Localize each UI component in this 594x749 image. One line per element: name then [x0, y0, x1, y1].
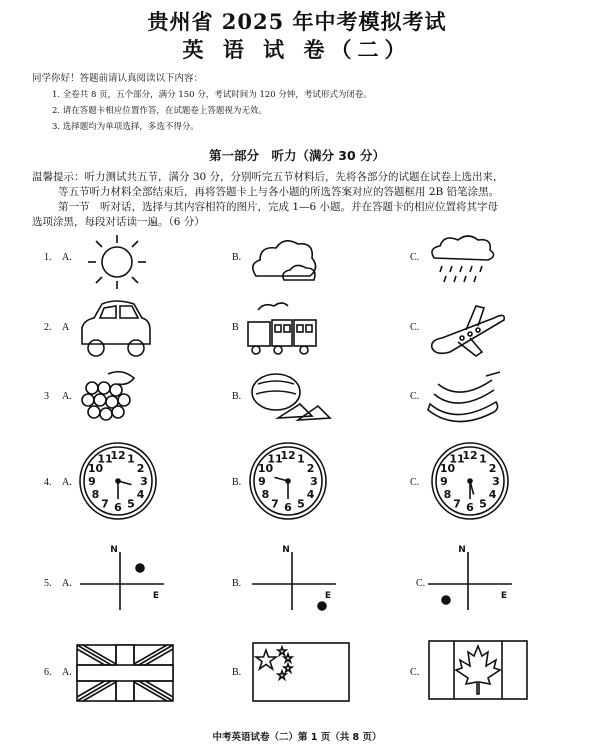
clock-number: 7 — [101, 497, 109, 511]
part1-line-1: 第一节 听对话，选择与其内容相符的图片，完成 1—6 小题。并在答题卡的相应位置将其字母 — [58, 201, 499, 213]
clock-number: 5 — [127, 497, 135, 511]
option-letter: B — [232, 322, 239, 333]
option-letter: C. — [410, 667, 420, 678]
east-label: E — [324, 591, 332, 601]
option-letter: C. — [410, 252, 420, 263]
clock-number: 8 — [443, 488, 452, 501]
tip-line-2: 等五节听力材料全部结束后，再将答题卡上与各小题的所选答案对应的答题框用 2B 铅笔涂黑。 — [58, 186, 500, 198]
watermelon-icon — [248, 370, 332, 426]
question-number: 5. — [44, 578, 52, 589]
car-icon — [76, 298, 154, 360]
notice-item-2: 2. 请在答题卡相应位置作答，在试题卷上答题视为无效。 — [52, 106, 267, 116]
clock-number: 2 — [306, 462, 315, 475]
compass-axes-icon — [426, 544, 516, 614]
option-letter: A. — [62, 667, 72, 678]
clock-number: 11 — [267, 452, 283, 466]
clock-number: 4 — [488, 488, 497, 501]
clock-number: 6 — [284, 501, 292, 514]
clock-icon — [246, 437, 330, 525]
uk-flag-icon — [76, 644, 174, 702]
question-number: 3 — [44, 391, 49, 402]
option-letter: A — [62, 322, 70, 333]
clock-number: 5 — [297, 497, 305, 511]
rain-icon — [428, 232, 502, 288]
option-letter: C. — [416, 578, 426, 589]
clock-number: 1 — [127, 452, 135, 466]
north-label: N — [458, 545, 466, 555]
location-dot — [318, 602, 326, 610]
option-letter: B. — [232, 252, 242, 263]
location-dot — [136, 564, 144, 572]
clock-number: 10 — [87, 462, 104, 475]
question-number: 6. — [44, 667, 52, 678]
clock-number: 9 — [88, 475, 96, 488]
train-icon — [244, 300, 322, 358]
china-flag-icon — [252, 642, 350, 702]
clock-number: 3 — [140, 475, 148, 488]
clock-number: 8 — [261, 488, 270, 501]
option-letter: A. — [62, 252, 72, 263]
east-label: E — [500, 591, 508, 601]
clock-number: 8 — [91, 488, 100, 501]
clock-number: 7 — [271, 497, 279, 511]
clock-number: 12 — [462, 449, 478, 462]
clock-number: 3 — [492, 475, 500, 488]
clock-number: 10 — [257, 462, 274, 475]
clock-number: 9 — [440, 475, 448, 488]
clock-number: 4 — [136, 488, 145, 501]
question-number: 1. — [44, 252, 52, 263]
page-footer: 中考英语试卷（二）第 1 页（共 8 页） — [212, 732, 382, 743]
option-letter: C. — [410, 477, 420, 488]
plane-icon — [428, 300, 508, 362]
notice-item-3: 3. 选择题均为单项选择，多选不得分。 — [52, 122, 199, 132]
clock-number: 1 — [479, 452, 487, 466]
clock-icon — [428, 437, 512, 525]
clock-number: 6 — [114, 501, 122, 514]
grapes-icon — [78, 368, 142, 424]
option-letter: C. — [410, 391, 420, 402]
cloud-icon — [248, 234, 320, 286]
clock-number: 2 — [488, 462, 497, 475]
clock-number: 6 — [466, 501, 474, 514]
canada-flag-icon — [428, 640, 528, 700]
option-letter: B. — [232, 578, 242, 589]
compass-axes-icon — [78, 544, 168, 614]
option-letter: B. — [232, 667, 242, 678]
clock-number: 3 — [310, 475, 318, 488]
location-dot — [442, 596, 450, 604]
clock-number: 7 — [453, 497, 461, 511]
compass-axes-icon — [250, 544, 340, 614]
sun-icon — [82, 232, 152, 292]
option-letter: B. — [232, 477, 242, 488]
section-title: 第一部分 听力（满分 30 分） — [208, 148, 386, 163]
question-number: 2. — [44, 322, 52, 333]
question-number: 4. — [44, 477, 52, 488]
option-letter: C. — [410, 322, 420, 333]
clock-number: 12 — [280, 449, 296, 462]
exam-title: 贵州省 2025 年中考模拟考试 — [147, 9, 447, 34]
clock-number: 5 — [479, 497, 487, 511]
clock-number: 4 — [306, 488, 315, 501]
east-label: E — [152, 591, 160, 601]
clock-number: 2 — [136, 462, 145, 475]
exam-subtitle: 英 语 试 卷（二） — [182, 37, 412, 62]
option-letter: A. — [62, 391, 72, 402]
north-label: N — [110, 545, 118, 555]
notice-item-1: 1. 全卷共 8 页，五个部分，满分 150 分，考试时间为 120 分钟，考试形式为闭卷。 — [52, 90, 372, 100]
clock-number: 1 — [297, 452, 305, 466]
bananas-icon — [426, 368, 506, 424]
clock-number: 10 — [439, 462, 456, 475]
option-letter: A. — [62, 578, 72, 589]
clock-number: 11 — [97, 452, 113, 466]
option-letter: B. — [232, 391, 242, 402]
clock-number: 9 — [258, 475, 266, 488]
north-label: N — [282, 545, 290, 555]
clock-number: 12 — [110, 449, 126, 462]
option-letter: A. — [62, 477, 72, 488]
part1-line-2: 选项涂黑，每段对话读一遍。（6 分） — [32, 216, 205, 228]
clock-number: 11 — [449, 452, 465, 466]
clock-icon — [76, 437, 160, 525]
tip-line-1: 温馨提示：听力测试共五节，满分 30 分，分别听完五节材料后，先将各部分的试题在试卷上选出来， — [32, 171, 504, 183]
notice-greeting: 同学你好！答题前请认真阅读以下内容： — [32, 73, 204, 84]
